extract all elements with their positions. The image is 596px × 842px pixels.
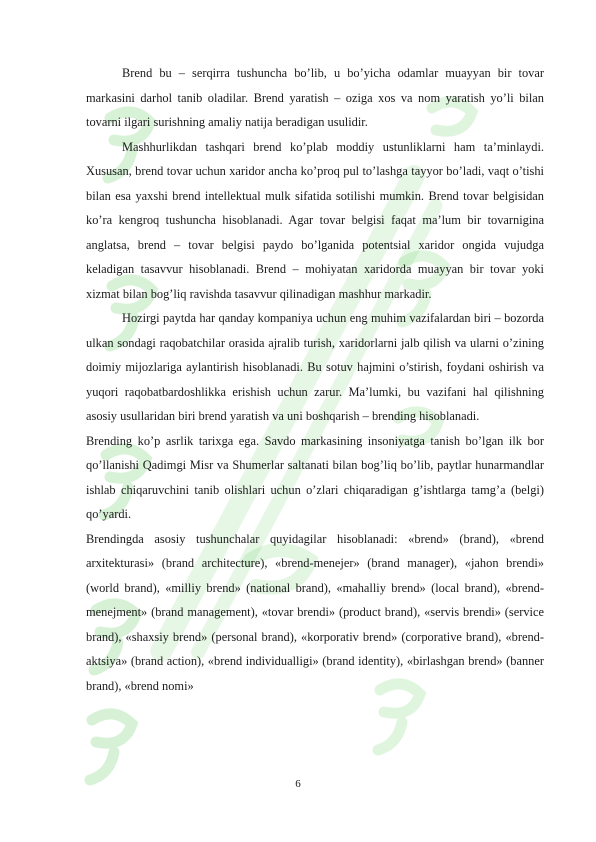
paragraph-2: Mashhurlikdan tashqari brend ko’plab moddiy ustunliklarni ham ta’minlaydi. Xususan, brend tovar uchun xaridor ancha ko’proq pul to’lashga tayyor bo’ladi, vaqt o’tishi bilan esa yaxshi brend intellektual mulk sifatida sotilishi mumkin. Brend tovar belgisidan ko’ra kengroq tushuncha hisoblanadi. Agar tovar belgisi faqat ma’lum bir tovarnigina anglatsa, brend – tovar belgisi paydo bo’lganida potentsial xaridor ongida vujudga keladigan tasavvur hisoblanadi. Brend – mohiyatan xaridorda muayyan bir tovar yoki xizmat bilan bog’liq ravishda tasavvur qilinadigan mashhur markadir. (86, 139, 544, 301)
document-body (86, 61, 544, 698)
paragraph-4: Brending ko’p asrlik tarixga ega. Savdo markasining insoniyatga tanish bo’lgan ilk bor qo’llanishi Qadimgi Misr va Shumerlar saltanati bilan bog’liq bo’lib, paytlar hunarmandlar ishlab chiqaruvchini tanib olishlari uchun o’zlari chiqaradigan g’ishtlarga tamg’a (belgi) qo’yardi. (86, 433, 544, 521)
paragraph-1: Brend bu – serqirra tushuncha bo’lib, u bo’yicha odamlar muayyan bir tovar markasini darhol tanib oladilar. Brend yaratish – oziga xos va nom yaratish yo’li bilan tovarni ilgari surishning amaliy natija beradigan usulidir. (86, 66, 544, 129)
paragraph-5: Brendingda asosiy tushunchalar quyidagilar hisoblanadi: «brend» (brand), «brend arxitekturasi» (brand architecture), «brend-menejer» (brand manager), «jahon brendi» (world brand), «milliy brend» (national brand), «mahalliy brend» (local brand), «brend-menejment» (brand management), «tovar brendi» (product brand), «servis brendi» (service brand), «shaxsiy brend» (personal brand), «korporativ brend» (corporative brand), «brend-aktsiya» (brand action), «brend individualligi» (brand identity), «birlashgan brend» (banner brand), «brend nomi» (86, 531, 544, 693)
page-number: 6 (295, 778, 301, 790)
paragraph-3: Hozirgi paytda har qanday kompaniya uchun eng muhim vazifalardan biri – bozorda ulkan sondagi raqobatchilar orasida ajralib turish, xaridorlarni jalb qilish va ularni o’zining doimiy mijozlariga aylantirish hisoblanadi. Bu sotuv hajmini o’stirish, foydani oshirish va yuqori raqobatbardoshlikka erishish uchun zarur. Ma’lumki, bu vazifani hal qilishning asosiy usullaridan biri brend yaratish va uni boshqarish – brending hisoblanadi. (86, 311, 544, 423)
